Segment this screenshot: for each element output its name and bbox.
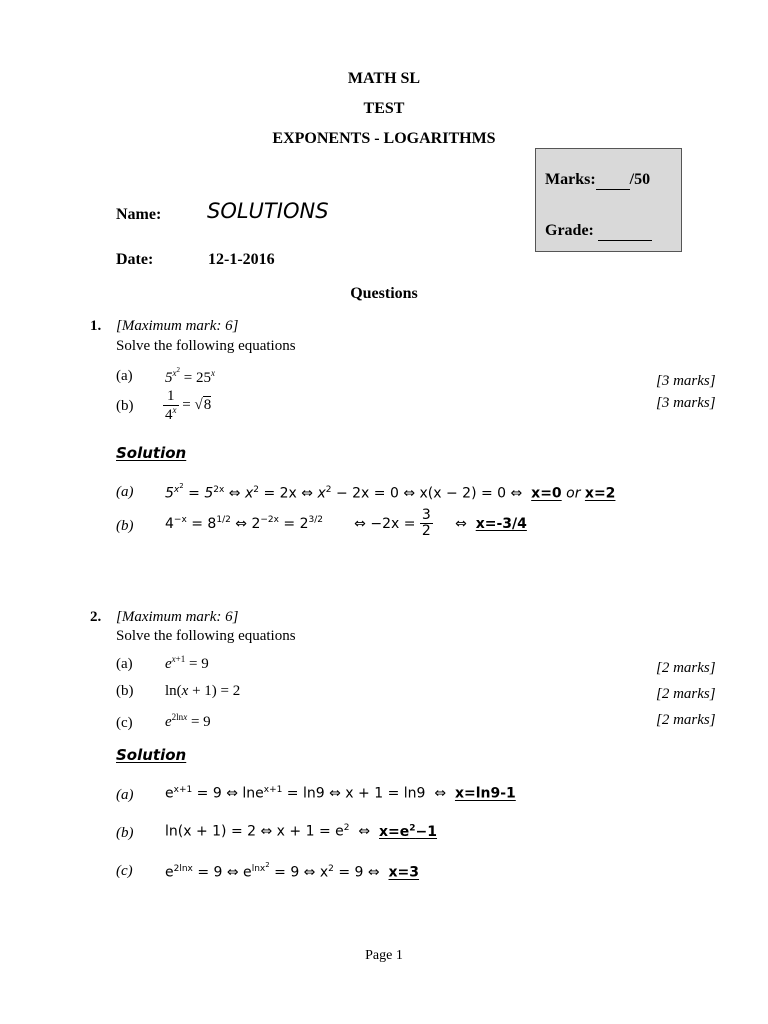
marks-line [545,171,650,190]
q2-sol-c-work: $e^{2lnx} = 9$ ⇔ $e^{lnx^2} = 9$ ⇔ $x^2 = 9$ ⇔ x=3 [165,861,420,881]
grade-blank [598,222,652,241]
q1-sol-a-or: or [566,485,581,502]
q2-a-marks: [2 marks] [656,660,716,676]
q2-a-label: (a) [116,656,133,672]
q2-sol-b-answer: $x=e^2-1$ [379,823,438,840]
q2-instruction: Solve the following equations [116,628,296,644]
q1-a-equation: $5^{x^2} = 25^x$ [165,366,215,386]
q2-sol-a-work: $e^{x+1} = 9$ ⇔ lne$^{x+1}$ = ln9 ⇔ x + 1 = ln9 ⇔ x=ln9-1 [165,785,516,802]
q1-a-marks: [3 marks] [656,373,716,389]
date-label: Date: [116,251,154,268]
q2-number: 2. [90,609,102,625]
q1-b-marks: [3 marks] [656,395,716,411]
q1-sol-a-label: (a) [116,484,134,500]
q2-sol-a-answer: x=ln9-1 [454,785,516,802]
q2-c-marks: [2 marks] [656,712,716,728]
date-value: 12-1-2016 [208,251,275,268]
q2-max-mark: [Maximum mark: 6] [116,609,239,625]
title-line-3: EXPONENTS - LOGARITHMS [272,130,496,147]
name-label: Name: [116,206,162,223]
q2-solution-label: Solution [116,746,187,764]
q1-sol-b-work: $4^{-x} = 8^{1/2}$ ⇔ $2^{-2x} = 2^{3/2}$ ⇔ −2x = $\frac{3}{2}$ ⇔ x=-3/4 [165,507,527,540]
q1-sol-b-answer: x=-3/4 [475,515,527,532]
q2-sol-a-label: (a) [116,787,134,803]
section-title: Questions [350,285,418,302]
q1-b-equation: $\frac{1}{4^x}$ = √8 [165,388,212,423]
title-line-2: TEST [363,100,405,117]
name-value: SOLUTIONS [207,199,329,223]
q2-c-label: (c) [116,715,133,731]
q1-b-label: (b) [116,398,134,414]
grade-line [545,222,652,241]
page-number: Page 1 [365,948,403,963]
q1-max-mark: [Maximum mark: 6] [116,318,239,334]
q1-sol-a-answer2: x=2 [584,485,616,502]
q2-sol-c-label: (c) [116,863,133,879]
q2-b-equation: ln(x + 1) = 2 [165,683,241,699]
q1-sol-a-work: $5^{x^2} = 5^{2x}$ ⇔ $x^2 = 2x$ ⇔ $x^2 - 2x = 0$ ⇔ x(x − 2) = 0 ⇔ x=0 or x=2 [165,482,616,502]
grade-label: Grade: [545,222,594,239]
q2-sol-b-work: ln(x + 1) = 2 ⇔ $x + 1 = e^2$ ⇔ $x=e^2-1$ [165,823,438,840]
marks-total: /50 [629,171,651,188]
q1-a-label: (a) [116,368,133,384]
q1-number: 1. [90,318,102,334]
q1-instruction: Solve the following equations [116,338,296,354]
q1-solution-label: Solution [116,444,187,462]
marks-blank [596,171,630,190]
q2-a-equation: $e^{x+1} = 9$ [165,654,209,672]
q1-sol-a-answer1: x=0 [531,485,562,502]
title-line-1: MATH SL [347,70,421,87]
q2-sol-b-label: (b) [116,825,134,841]
q2-b-marks: [2 marks] [656,686,716,702]
q2-b-label: (b) [116,683,134,699]
marks-label: Marks: [545,171,596,188]
q2-c-equation: $e^{2lnx} = 9$ [165,712,211,730]
q2-sol-c-answer: x=3 [388,864,420,881]
q1-sol-b-label: (b) [116,518,134,534]
